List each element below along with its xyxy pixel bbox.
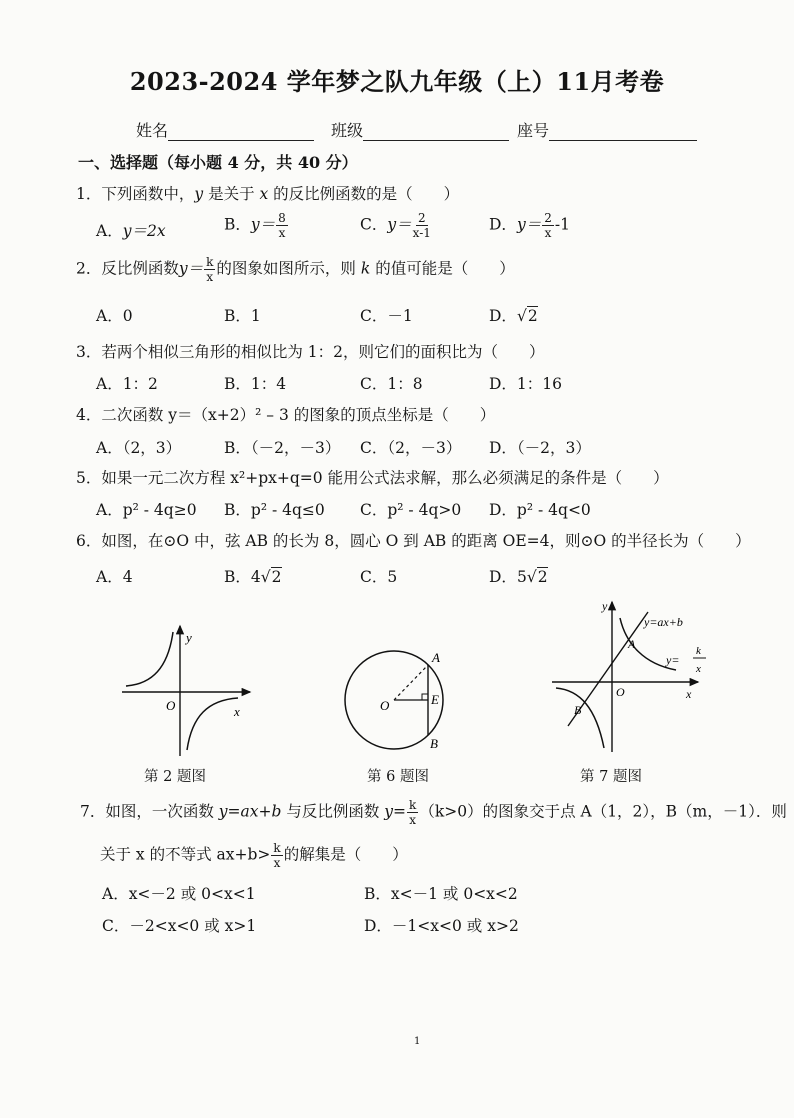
q1-option-c: C．y＝ $\frac{2}{x-1}$ [360,211,431,240]
q4-option-a: A．（2，3） [96,439,182,457]
fig2-origin-label: O [166,698,176,713]
q1-option-b: B．y＝ $\frac{8}{x}$ [224,211,286,240]
fig7-curve-den: x [696,663,701,675]
figure-2-graph [118,620,258,760]
fig7-curve-lhs: y= [666,653,680,667]
question-7: 7．如图，一次函数 y=ax+b 与反比例函数 y= $\frac{k}{x}$ （k>0）的图象交于点 A（1，2），B（m，－1）．则 [80,798,787,827]
q4-option-d: D．（－2，3） [489,439,591,457]
q6-option-a: A．4 [96,568,133,586]
q6-option-b: B．4√2 [224,568,282,586]
q1-option-a: A．y＝2x [96,222,166,240]
page-number: 1 [414,1036,421,1047]
section-heading: 一、选择题（每小题 4 分，共 40 分） [78,153,358,172]
q5-option-d: D．p² - 4q<0 [489,501,591,519]
seat-field[interactable] [517,118,697,141]
q1-option-d: D．y＝ $\frac{2}{x}$ -1 [489,211,570,240]
right-angle-mark [422,694,428,700]
figure-7-graph [548,596,718,756]
q3-option-a: A．1：2 [96,375,158,393]
q2-option-d: D．√2 [489,307,538,325]
question-4: 4．二次函数 y＝（x+2）² – 3 的图象的顶点坐标是（ ） [76,406,496,424]
q5-option-b: B．p² - 4q≤0 [224,501,325,519]
fig6-o-label: O [380,698,390,713]
fig7-curve-num: k [696,645,701,657]
seat-label: 座号 [517,121,550,140]
q2-option-c: C．－1 [360,307,413,325]
page-title: 2023-2024 学年梦之队九年级（上）11月考卷 [129,67,665,96]
figure-6-caption: 第 6 题图 [367,769,429,785]
q5-option-c: C．p² - 4q>0 [360,501,462,519]
question-3: 3．若两个相似三角形的相似比为 1：2，则它们的面积比为（ ） [76,343,545,361]
figure-2-caption: 第 2 题图 [144,769,206,785]
q2-option-a: A．0 [96,307,133,325]
name-label: 姓名 [136,121,169,140]
fig6-e-label: E [431,692,439,707]
q6-option-d: D．5√2 [489,568,548,586]
class-field[interactable] [331,118,509,141]
q7-option-c: C．－2<x<0 或 x>1 [102,917,257,935]
fig6-a-label: A [432,650,440,665]
segment-oa-dashed [394,665,428,700]
q7-option-a: A．x<－2 或 0<x<1 [102,885,256,903]
name-field[interactable] [136,118,314,141]
q7-option-b: B．x<－1 或 0<x<2 [364,885,518,903]
q6-option-c: C．5 [360,568,398,586]
fig2-y-label: y [186,630,192,645]
fig7-line-label: y=ax+b [644,615,683,629]
q7-option-d: D．－1<x<0 或 x>2 [364,917,519,935]
hyperbola-branch-left [556,688,604,748]
fig7-x-label: x [686,687,692,701]
figure-6-circle [336,636,460,760]
fig7-origin-label: O [616,685,625,699]
q2-option-b: B．1 [224,307,261,325]
figure-7-caption: 第 7 题图 [580,769,642,785]
hyperbola-branch-right [187,698,238,750]
fig2-x-label: x [234,704,240,719]
question-1: 1．下列函数中，y 是关于 x 的反比例函数的是（ ） [76,185,460,203]
q4-option-c: C．（2，－3） [360,439,462,457]
fig7-a-label: A [628,637,636,651]
class-label: 班级 [331,121,364,140]
question-2: 2．反比例函数y＝ $\frac{k}{x}$ 的图象如图所示，则 k 的值可能是（ ） [76,255,515,284]
question-7-line-2: 关于 x 的不等式 ax+b> $\frac{k}{x}$ 的解集是（ ） [100,841,408,870]
q4-option-b: B．（－2，－3） [224,439,341,457]
fig7-b-label: B [574,703,582,717]
question-5: 5．如果一元二次方程 x²+px+q=0 能用公式法求解，那么必须满足的条件是（ ） [76,469,669,487]
fig6-b-label: B [430,736,438,751]
question-6: 6．如图，在⊙O 中，弦 AB 的长为 8，圆心 O 到 AB 的距离 OE=4，则⊙O 的半径长为（ ） [76,532,751,550]
fig7-y-label: y [602,599,608,613]
q5-option-a: A．p² - 4q≥0 [96,501,197,519]
q3-option-b: B．1：4 [224,375,287,393]
q3-option-d: D．1：16 [489,375,563,393]
hyperbola-branch-left [126,632,173,686]
q3-option-c: C．1：8 [360,375,423,393]
